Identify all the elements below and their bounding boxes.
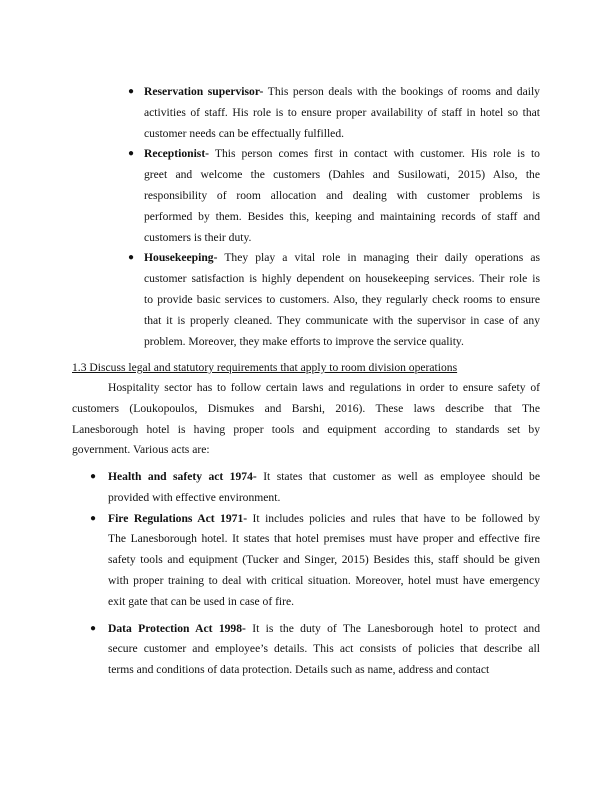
list-text: It includes policies and rules that have to be followed by <box>252 511 540 525</box>
list-line <box>108 619 540 640</box>
bullet-icon: ● <box>128 148 135 160</box>
list-line <box>144 82 540 103</box>
list-text: It states that customer as well as employee should be <box>263 470 541 483</box>
list-line <box>144 207 540 228</box>
bullet-icon: ● <box>128 86 135 97</box>
list-item <box>0 144 612 248</box>
list-line <box>144 103 540 124</box>
list-line <box>108 467 540 488</box>
bullet-icon: ● <box>128 252 135 264</box>
list-line <box>108 571 540 592</box>
intro-paragraph <box>72 378 540 461</box>
list-text: performed by them. Besides this, keeping and maintaining records of staff and <box>144 209 540 223</box>
bullet-icon: ● <box>90 471 97 482</box>
list-line <box>144 269 540 290</box>
list-line <box>144 290 540 311</box>
paragraph-line: Hospitality sector has to follow certain laws and regulations in order to ensure safety of <box>108 381 540 394</box>
list-text: customers is their duty. <box>144 230 252 244</box>
list-text: to provide basic services to customers. Also, they regularly check rooms to ensure <box>144 292 540 306</box>
list-line <box>108 639 540 660</box>
list-text: exit gate that can be used in case of fire. <box>108 594 295 608</box>
list-text: customer needs can be effectually fulfilled. <box>144 126 345 140</box>
list-line <box>108 592 540 613</box>
list-item <box>0 82 612 144</box>
list-line <box>144 228 540 249</box>
list-term: Fire Regulations Act 1971- <box>108 511 248 525</box>
list-line <box>144 311 540 332</box>
paragraph-line: government. Various acts are: <box>72 443 210 457</box>
list-text: customer satisfaction is highly dependent on housekeeping services. Their role is <box>144 272 540 286</box>
list-text: greet and welcome the customers (Dahles and Susilowati, 2015) Also, the <box>144 168 540 182</box>
list-item <box>0 248 612 352</box>
list-text: problem. Moreover, they make efforts to improve the service quality. <box>144 334 464 348</box>
list-line <box>108 529 540 550</box>
list-text: They play a vital role in managing their daily operations as <box>224 251 540 265</box>
list-line <box>144 124 540 145</box>
list-text: activities of staff. His role is to ensure proper availability of staff in hotel so that <box>144 105 540 119</box>
list-text: responsibility of room allocation and dealing with customer problems is <box>144 188 540 202</box>
list-line <box>108 660 540 681</box>
list-text: with proper training to deal with critical situation. Moreover, hotel must have emergency <box>108 573 540 587</box>
list-text: safety tools and equipment (Tucker and Singer, 2015) Besides this, staff should be given <box>108 553 540 567</box>
list-text: It is the duty of The Lanesborough hotel to protect and <box>252 621 540 635</box>
paragraph-line: customers (Loukopoulos, Dismukes and Barshi, 2016). These laws describe that The <box>72 401 540 415</box>
list-line <box>108 509 540 530</box>
list-text: secure customer and employee’s details. This act consists of policies that describe all <box>108 642 540 656</box>
list-text: This person comes first in contact with customer. His role is to <box>214 147 540 161</box>
list-line <box>144 332 540 353</box>
acts-list <box>0 467 612 681</box>
list-term: Receptionist- <box>144 147 210 161</box>
list-item <box>0 619 612 681</box>
list-item <box>0 467 612 509</box>
bullet-icon: ● <box>90 622 97 634</box>
list-term: Health and safety act 1974- <box>108 470 257 483</box>
paragraph-line: Lanesborough hotel is having proper tools and equipment according to standards set by <box>72 422 540 436</box>
list-text: provided with effective environment. <box>108 490 281 504</box>
list-line <box>144 186 540 207</box>
list-term: Reservation supervisor- <box>144 85 264 98</box>
list-term: Housekeeping- <box>144 251 218 265</box>
list-text: The Lanesborough hotel. It states that hotel premises must have proper and effective fire <box>108 532 540 546</box>
list-item <box>0 509 612 613</box>
section-heading: 1.3 Discuss legal and statutory requirements that apply to room division operations <box>72 361 458 374</box>
list-text: terms and conditions of data protection. Details such as name, address and contact <box>108 663 490 677</box>
list-line <box>144 165 540 186</box>
list-text: that it is properly cleaned. They communicate with the supervisor in case of any <box>144 313 540 327</box>
list-line <box>144 248 540 269</box>
list-text: This person deals with the bookings of rooms and daily <box>267 85 540 98</box>
list-term: Data Protection Act 1998- <box>108 621 246 635</box>
bullet-icon: ● <box>90 512 97 524</box>
list-line <box>108 488 540 509</box>
list-line <box>144 144 540 165</box>
list-line <box>108 550 540 571</box>
staff-roles-list <box>0 82 612 352</box>
